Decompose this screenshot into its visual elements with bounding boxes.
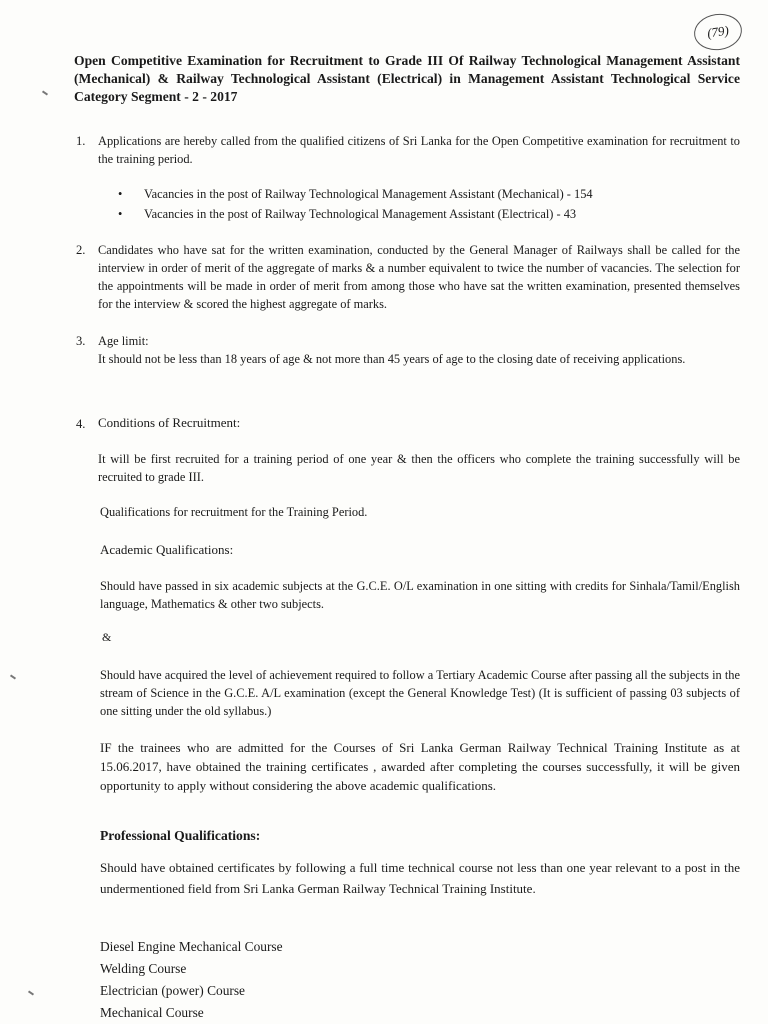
professional-heading: Professional Qualifications:: [100, 828, 261, 843]
course-welding: Welding Course: [100, 961, 187, 976]
section-1-text: Applications are hereby called from the qualified citizens of Sri Lanka for the Open Competitive examination for recruitment to the training period.: [98, 134, 740, 166]
ampersand: &: [102, 630, 112, 644]
vacancy-electrical: • Vacancies in the post of Railway Technological Management Assistant (Electrical) - 43: [118, 204, 718, 224]
section-1-number: 1.: [76, 134, 86, 148]
conditions-heading: Conditions of Recruitment:: [98, 415, 241, 430]
professional-text: Should have obtained certificates by following a full time technical course not less than one year relevant to a post in the undermentioned field from Sri Lanka German Railway Technical Training Institute.: [100, 860, 740, 896]
course-electrician: Electrician (power) Course: [100, 983, 246, 998]
section-3-number: 3.: [76, 334, 86, 348]
section-2-number: 2.: [76, 243, 86, 257]
age-limit-heading: Age limit:: [98, 334, 149, 348]
trainees-text: IF the trainees who are admitted for the Courses of Sri Lanka German Railway Technical Training Institute as at 15.06.2017, have obtained the training certificates , awarded after completing the courses successfully, it will be given opportunity to apply without considering the above academic qualifications.: [100, 740, 740, 793]
age-limit-text: It should not be less than 18 years of age & not more than 45 years of age to the closing date of receiving applications.: [98, 352, 686, 366]
scan-speck: [42, 90, 48, 95]
section-4-number: 4.: [76, 417, 86, 431]
course-diesel: Diesel Engine Mechanical Course: [100, 939, 283, 954]
course-mechanical: Mechanical Course: [100, 1005, 204, 1020]
courses-list: [100, 936, 283, 1024]
vacancy-mechanical: • Vacancies in the post of Railway Technological Management Assistant (Mechanical) - 154: [118, 184, 718, 204]
academic-text: Should have passed in six academic subjects at the G.C.E. O/L examination in one sitting with credits for Sinhala/Tamil/English language, Mathematics & other two subjects.: [100, 579, 740, 611]
page-number: (79): [692, 11, 745, 53]
scan-speck: [28, 990, 34, 995]
vacancies-list: [118, 184, 718, 224]
document-title: Open Competitive Examination for Recruitment to Grade III Of Railway Technological Management Assistant (Mechanical) & Railway Technological Assistant (Electrical) in Management Assistant Technological Service Category Segment - 2 - 2017: [74, 53, 740, 104]
conditions-text: It will be first recruited for a training period of one year & then the officers who complete the training successfully will be recruited to grade III.: [98, 452, 740, 484]
academic-heading: Academic Qualifications:: [100, 542, 234, 557]
academic-text-2: Should have acquired the level of achievement required to follow a Tertiary Academic Course after passing all the subjects in the stream of Science in the G.C.E. A/L examination (except the General Knowledge Test) (It is sufficient of passing 03 subjects of one sitting under the old syllabus.): [100, 668, 740, 718]
qualifications-training-label: Qualifications for recruitment for the Training Period.: [100, 505, 368, 519]
section-2-text: Candidates who have sat for the written examination, conducted by the General Manager of Railways shall be called for the interview in order of merit of the aggregate of marks & a number equivalent to twice the number of vacancies. The selection for the appointments will be made in order of merit from among those who have sat the written examination, presented themselves for the interview & scored the highest aggregate of marks.: [98, 243, 740, 311]
scan-speck: [10, 674, 16, 679]
